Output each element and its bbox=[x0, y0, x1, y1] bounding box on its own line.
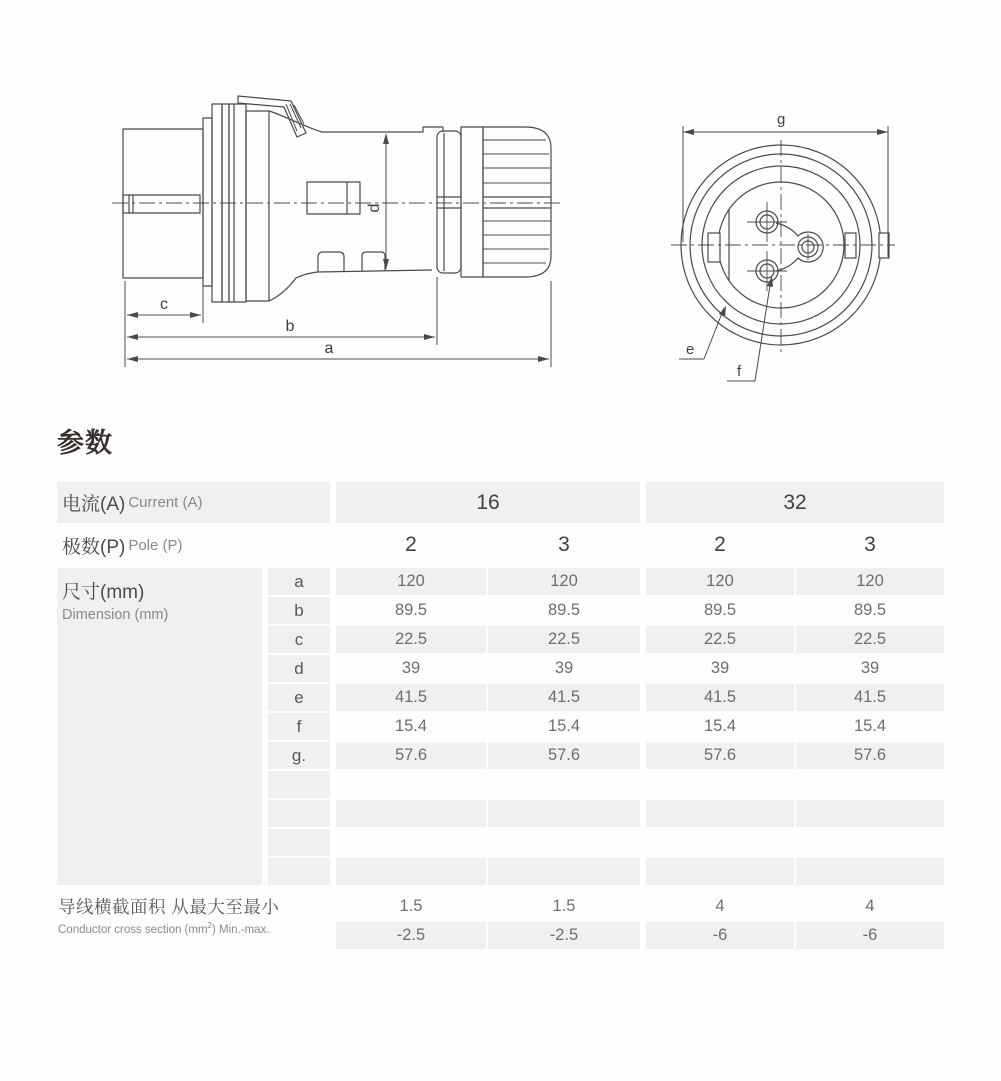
pin-carrier-arc bbox=[776, 223, 823, 271]
conductor-label-cell bbox=[57, 893, 330, 951]
dim-value: 57.6 bbox=[646, 742, 794, 769]
table-row-conductor-min bbox=[336, 893, 944, 920]
pole-label-en: Pole (P) bbox=[128, 536, 183, 554]
dim-value: 120 bbox=[488, 568, 640, 595]
dim-value: 57.6 bbox=[336, 742, 486, 769]
table-row-current bbox=[57, 482, 944, 523]
table-row-empty bbox=[268, 771, 944, 798]
pole-value: 3 bbox=[558, 533, 570, 556]
collar bbox=[437, 131, 461, 273]
plug-side-view-drawing bbox=[100, 80, 570, 380]
dim-value: 15.4 bbox=[853, 717, 887, 735]
current-label-cell bbox=[57, 482, 330, 523]
keyway-notch bbox=[708, 233, 720, 262]
pole-value: 3 bbox=[864, 533, 876, 556]
dim-key-empty bbox=[268, 858, 330, 885]
side-dimension-labels bbox=[160, 204, 383, 357]
front-dimension-labels bbox=[686, 111, 785, 380]
pole-value: 2 bbox=[405, 533, 417, 556]
dim-key-empty bbox=[268, 800, 330, 827]
dim-key-empty bbox=[268, 829, 330, 856]
conductor-value: -6 bbox=[646, 922, 794, 949]
dim-value: 39 bbox=[401, 659, 421, 677]
conductor-label-zh: 导线横截面积 从最大至最小 bbox=[58, 897, 280, 917]
current-group-16: 16 bbox=[336, 482, 640, 523]
dim-key-empty bbox=[268, 771, 330, 798]
dim-label-d: d bbox=[366, 203, 383, 213]
dim-value: 41.5 bbox=[336, 684, 486, 711]
conductor-value: 1.5 bbox=[552, 897, 576, 915]
dim-key: c bbox=[268, 626, 330, 653]
dim-value: 89.5 bbox=[853, 601, 887, 619]
table-row-dim-b bbox=[268, 597, 944, 624]
right-notch bbox=[845, 233, 856, 258]
conductor-value: 4 bbox=[715, 897, 725, 915]
dimension-section bbox=[57, 568, 944, 887]
sleeve-slot bbox=[123, 195, 200, 213]
dim-value: 22.5 bbox=[488, 626, 640, 653]
dim-value: 15.4 bbox=[394, 717, 428, 735]
dim-value: 15.4 bbox=[547, 717, 581, 735]
dim-value: 41.5 bbox=[488, 684, 640, 711]
dimension-label-cell bbox=[57, 568, 262, 885]
table-row-empty bbox=[268, 800, 944, 827]
conductor-value: -2.5 bbox=[488, 922, 640, 949]
dim-key: f bbox=[268, 713, 330, 740]
pole-label-zh: 极数(P) bbox=[62, 536, 126, 558]
pole-label-cell bbox=[57, 525, 330, 565]
dim-value: 15.4 bbox=[703, 717, 737, 735]
dim-value: 57.6 bbox=[796, 742, 944, 769]
table-row-conductor-max bbox=[336, 922, 944, 949]
dimension-label-en: Dimension (mm) bbox=[62, 607, 169, 623]
dim-value: 39 bbox=[860, 659, 880, 677]
plug-front-view-drawing bbox=[655, 90, 915, 400]
dim-value: 22.5 bbox=[796, 626, 944, 653]
dim-key: e bbox=[268, 684, 330, 711]
dimension-rows bbox=[268, 568, 944, 887]
dim-key: d bbox=[268, 655, 330, 682]
conductor-rows bbox=[336, 893, 944, 951]
dim-value: 39 bbox=[710, 659, 730, 677]
dim-value: 89.5 bbox=[394, 601, 428, 619]
dim-label-c: c bbox=[160, 296, 168, 313]
dim-key: a bbox=[268, 568, 330, 595]
conductor-label-en: Conductor cross section $(mm^2)$ Min.-max. bbox=[58, 921, 270, 936]
current-label-en: Current (A) bbox=[128, 494, 203, 511]
latch bbox=[238, 96, 306, 137]
table-row-dim-f bbox=[268, 713, 944, 740]
dimension-label-zh: 尺寸(mm) bbox=[62, 582, 145, 603]
dim-value: 57.6 bbox=[488, 742, 640, 769]
table-row-empty bbox=[268, 858, 944, 885]
table-row-dim-e bbox=[268, 684, 944, 711]
dim-label-f: f bbox=[737, 363, 742, 380]
current-group-32: 32 bbox=[646, 482, 944, 523]
page-title: 参数 bbox=[57, 428, 113, 458]
conductor-value: 1.5 bbox=[399, 897, 423, 915]
table-row-dim-g bbox=[268, 742, 944, 769]
table-row-dim-d bbox=[268, 655, 944, 682]
dim-value: 120 bbox=[796, 568, 944, 595]
plug-outline bbox=[112, 96, 562, 302]
plug-body bbox=[269, 111, 443, 301]
dim-label-e: e bbox=[686, 341, 695, 358]
dim-value: 22.5 bbox=[336, 626, 486, 653]
dim-value: 22.5 bbox=[646, 626, 794, 653]
dim-label-b: b bbox=[285, 318, 295, 335]
table-row-pole bbox=[57, 525, 944, 565]
centerlines bbox=[671, 140, 895, 354]
pole-value: 2 bbox=[714, 533, 726, 556]
conductor-value: 4 bbox=[865, 897, 875, 915]
dim-value: 120 bbox=[336, 568, 486, 595]
dim-value: 89.5 bbox=[547, 601, 581, 619]
dim-value: 41.5 bbox=[646, 684, 794, 711]
dim-value: 41.5 bbox=[796, 684, 944, 711]
conductor-section bbox=[57, 893, 944, 951]
dim-key: g. bbox=[268, 742, 330, 769]
dim-label-a: a bbox=[324, 340, 334, 357]
dim-label-g: g bbox=[777, 111, 786, 128]
plug-sleeve bbox=[123, 129, 203, 278]
conductor-value: -2.5 bbox=[336, 922, 486, 949]
table-row-dim-c bbox=[268, 626, 944, 653]
current-label-zh: 电流(A) bbox=[62, 494, 126, 515]
dim-value: 120 bbox=[646, 568, 794, 595]
dim-value: 89.5 bbox=[703, 601, 737, 619]
cable-gland-cap bbox=[461, 127, 551, 277]
table-row-empty bbox=[268, 829, 944, 856]
table-row-dim-a bbox=[268, 568, 944, 595]
body-window bbox=[307, 182, 360, 214]
parameter-table bbox=[57, 482, 944, 951]
dim-key: b bbox=[268, 597, 330, 624]
dimension-arrowheads bbox=[127, 133, 549, 362]
conductor-value: -6 bbox=[796, 922, 944, 949]
dim-value: 39 bbox=[554, 659, 574, 677]
